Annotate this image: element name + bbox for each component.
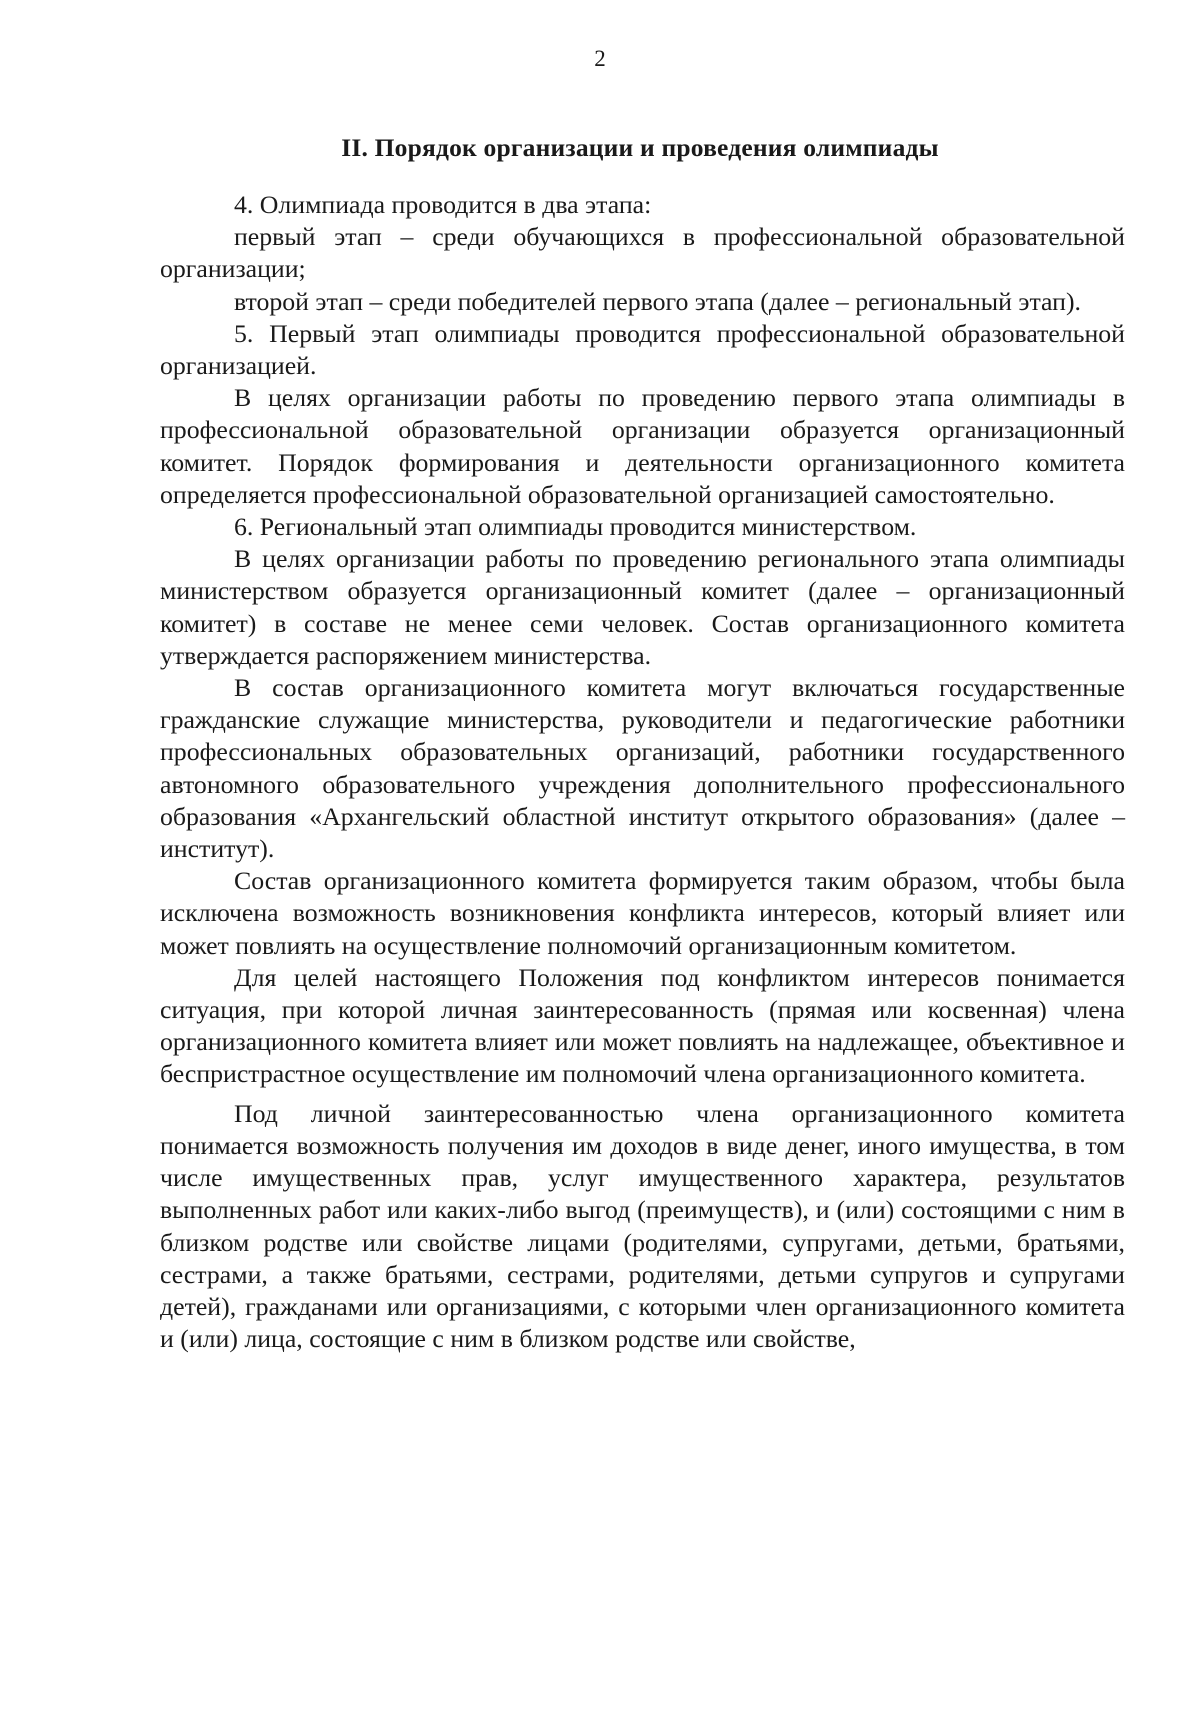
paragraph-conflict-definition: Для целей настоящего Положения под конфликтом интересов понимается ситуация, при которой личная заинтересованность (прямая или косвенная) члена организационного комитета влияет или может повлиять на надлежащее, объективное и беспристрастное осуществление им полномочий члена организационного комитета. — [160, 962, 1125, 1089]
paragraph-5: 5. Первый этап олимпиады проводится профессиональной образовательной организацией. — [160, 318, 1125, 381]
paragraph-personal-interest: Под личной заинтересованностью члена организационного комитета понимается возможность получения им доходов в виде денег, иного имущества, в том числе имущественных прав, услуг имущественного характера, результатов выполненных работ или каких-либо выгод (преимуществ), и (или) состоящими с ним в близком родстве или свойстве лицами (родителями, супругами, детьми, братьями, сестрами, а также братьями, сестрами, родителями, детьми супругов и супругами детей), гражданами или организациями, с которыми член организационного комитета и (или) лица, состоящие с ним в близком родстве или свойстве, — [160, 1098, 1125, 1354]
paragraph-6: 6. Региональный этап олимпиады проводится министерством. — [234, 512, 917, 542]
paragraph-conflict-exclusion: Состав организационного комитета формируется таким образом, чтобы была исключена возможность возникновения конфликта интересов, который влияет или может повлиять на осуществление полномочий организационным комитетом. — [160, 866, 1125, 960]
paragraph-4-stages: 4. Олимпиада проводится в два этапа: — [234, 190, 652, 219]
paragraph-second-stage: второй этап – среди победителей первого этапа (далее – региональный этап). — [234, 286, 1082, 316]
paragraph-committee-members: В состав организационного комитета могут включаться государственные гражданские служащие министерства, руководители и педагогические работники профессиональных образовательных организаций, работники государственного автономного образовательного учреждения дополнительного профессионального образования «Архангельский областной институт открытого образования» (далее – институт). — [160, 673, 1125, 864]
page-number: 2 — [594, 46, 606, 71]
body-text — [160, 189, 1125, 1355]
paragraph-first-stage-committee: В целях организации работы по проведению первого этапа олимпиады в профессиональной образовательной организации образуется организационный комитет. Порядок формирования и деятельности организационного комитета определяется профессиональной образовательной организацией самостоятельно. — [160, 383, 1125, 509]
paragraph-first-stage: первый этап – среди обучающихся в профессиональной образовательной организации; — [160, 222, 1125, 284]
section-title: II. Порядок организации и проведения олимпиады — [341, 133, 939, 162]
paragraph-regional-committee: В целях организации работы по проведению регионального этапа олимпиады министерством образуется организационный комитет (далее – организационный комитет) в составе не менее семи человек. Состав организационного комитета утверждается распоряжением министерства. — [160, 544, 1125, 670]
